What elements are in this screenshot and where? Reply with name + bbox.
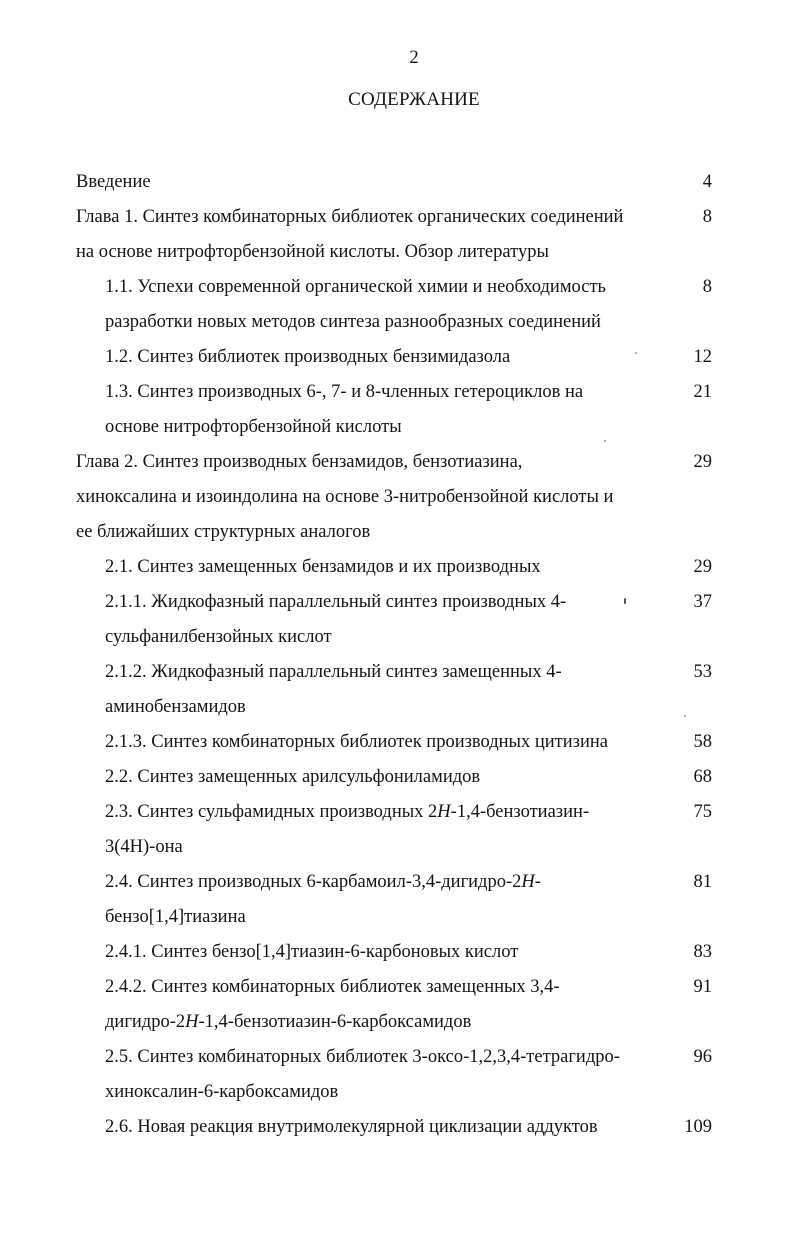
toc-entry-title: 2.6. Новая реакция внутримолекулярной циклизации аддуктов — [105, 1117, 598, 1137]
toc-entry-continuation: разработки новых методов синтеза разнообразных соединений — [105, 312, 601, 332]
toc-entry-title: 1.2. Синтез библиотек производных бензимидазола — [105, 347, 511, 367]
toc-entry-title: Глава 2. Синтез производных бензамидов, бензотиазина, — [76, 452, 523, 472]
toc-entry-continuation: на основе нитрофторбензойной кислоты. Обзор литературы — [76, 242, 549, 262]
page-title: СОДЕРЖАНИЕ — [348, 89, 480, 110]
toc-entry-title: 2.1.1. Жидкофазный параллельный синтез производных 4- — [105, 592, 567, 612]
toc-entry-continuation: 3(4H)-она — [105, 837, 183, 857]
toc-entry-title: Введение — [76, 172, 151, 192]
toc-entry-page: 58 — [693, 732, 712, 752]
toc-entry-page: 4 — [702, 172, 712, 192]
toc-entry-title: 1.3. Синтез производных 6-, 7- и 8-членных гетероциклов на — [105, 382, 584, 402]
toc-entry-title: 2.4.2. Синтез комбинаторных библиотек замещенных 3,4- — [105, 977, 560, 997]
toc-entry-page: 12 — [693, 347, 712, 367]
toc-entry-continuation: бензо[1,4]тиазина — [105, 907, 246, 927]
toc-entry-title: 2.4.1. Синтез бензо[1,4]тиазин-6-карбоновых кислот — [105, 942, 519, 962]
toc-entry-page: 109 — [684, 1117, 712, 1137]
toc-entry-title: 1.1. Успехи современной органической химии и необходимость — [105, 277, 606, 297]
toc-entry-title: 2.3. Синтез сульфамидных производных 2H-1,4-бензотиазин- — [105, 802, 590, 822]
toc-entry-continuation: сульфанилбензойных кислот — [105, 627, 332, 647]
toc-entry-title: Глава 1. Синтез комбинаторных библиотек органических соединений — [76, 207, 624, 227]
toc-entry-page: 21 — [693, 382, 712, 402]
toc-entry-title: 2.1.3. Синтез комбинаторных библиотек производных цитизина — [105, 732, 608, 752]
toc-entry-page: 81 — [693, 872, 712, 892]
toc-entry-page: 37 — [693, 592, 712, 612]
toc-entry-page: 8 — [702, 277, 712, 297]
toc-entry-page: 29 — [693, 557, 712, 577]
toc-entry-continuation: основе нитрофторбензойной кислоты — [105, 417, 402, 437]
toc-entry-title: 2.1. Синтез замещенных бензамидов и их производных — [105, 557, 541, 577]
toc-entry-page: 53 — [693, 662, 712, 682]
toc-entry-page: 29 — [693, 452, 712, 472]
toc-entry-continuation: дигидро-2H-1,4-бензотиазин-6-карбоксамидов — [105, 1012, 472, 1032]
toc-entry-page: 83 — [693, 942, 712, 962]
toc-entry-title: 2.1.2. Жидкофазный параллельный синтез замещенных 4- — [105, 662, 562, 682]
scan-speck — [624, 598, 626, 604]
scan-speck — [604, 440, 606, 442]
toc-entry-continuation: аминобензамидов — [105, 697, 246, 717]
toc-entry-page: 96 — [693, 1047, 712, 1067]
toc-entry-title: 2.4. Синтез производных 6-карбамоил-3,4-дигидро-2H- — [105, 872, 541, 892]
toc-entry-continuation: ее ближайших структурных аналогов — [76, 522, 371, 542]
page-number: 2 — [409, 47, 419, 68]
toc-entry-title: 2.5. Синтез комбинаторных библиотек 3-оксо-1,2,3,4-тетрагидро- — [105, 1047, 620, 1067]
toc-entry-title: 2.2. Синтез замещенных арилсульфониламидов — [105, 767, 481, 787]
toc-entry-page: 91 — [693, 977, 712, 997]
toc-entry-page: 68 — [693, 767, 712, 787]
scan-speck — [635, 352, 637, 354]
toc-entry-continuation: хиноксалин-6-карбоксамидов — [105, 1082, 339, 1102]
toc-entry-page: 75 — [693, 802, 712, 822]
scan-speck — [684, 715, 686, 717]
toc-entry-continuation: хиноксалина и изоиндолина на основе 3-нитробензойной кислоты и — [76, 487, 614, 507]
toc-entry-page: 8 — [702, 207, 712, 227]
